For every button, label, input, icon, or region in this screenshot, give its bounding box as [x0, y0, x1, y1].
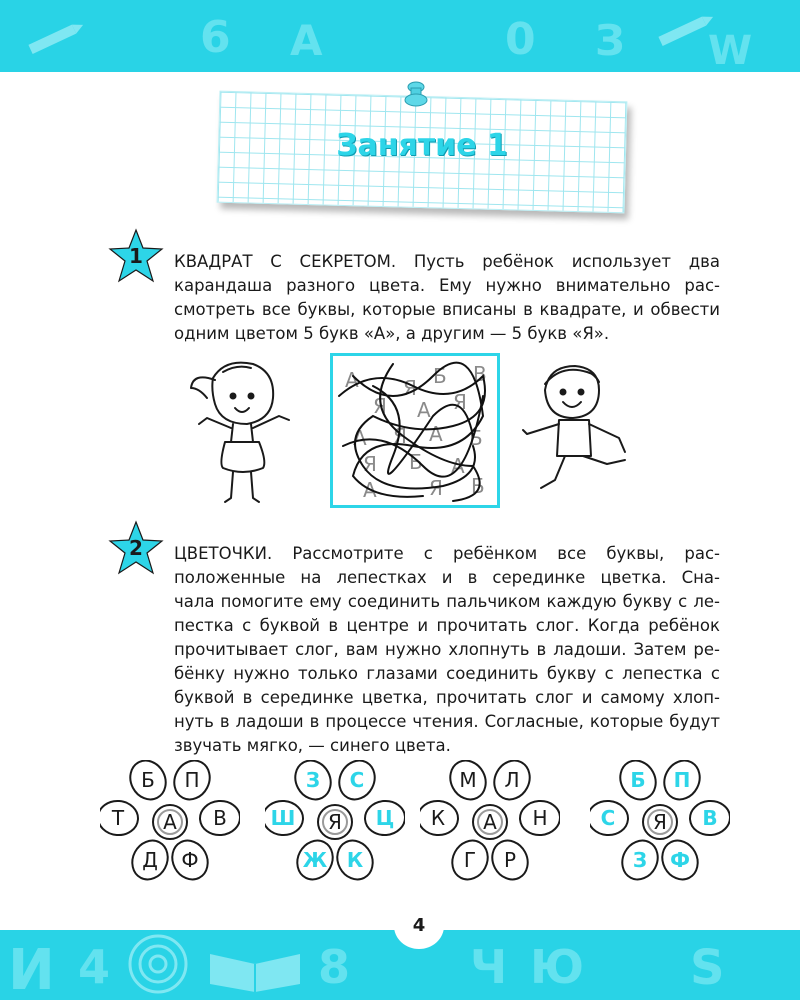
flower-petal: [124, 760, 173, 806]
petal-letter: С: [600, 806, 616, 830]
flower-petal: [291, 834, 340, 885]
top-decorative-band: [0, 0, 800, 72]
band-glyph: А: [290, 16, 323, 65]
flower-petal: [126, 834, 175, 885]
text-line: прочитывает слог, вам нужно хлопнуть в ладоши. Затем ре-: [174, 640, 720, 659]
flower: [265, 760, 405, 890]
text-line: бёнку нужно только глазами соединить букву с лепестка с: [174, 664, 720, 683]
text-line: чала помогите ему соединить пальчиком каждую букву с ле-: [174, 592, 720, 611]
band-glyph: 0: [505, 14, 536, 65]
petal-letter: Ц: [375, 806, 395, 830]
grid-letter: Б: [409, 450, 423, 474]
boy-illustration: [515, 360, 635, 505]
flower-petal: [519, 799, 560, 836]
grid-letter: А: [345, 368, 359, 392]
target-icon: [126, 932, 190, 996]
flower-petal: [590, 800, 629, 837]
band-glyph: S: [690, 940, 725, 996]
petal-letter: Р: [503, 848, 517, 872]
grid-letter: Б: [433, 364, 447, 388]
text-line: пестка с буквой в центре и прочитать слог. Когда ребёнок: [174, 616, 720, 635]
petal-letter: Ж: [302, 848, 328, 872]
center-letter: Я: [653, 810, 667, 834]
text-line: звучать мягко, — синего цвета.: [174, 736, 451, 755]
flower-petal: [289, 760, 338, 806]
exercise-1-text: [174, 250, 720, 346]
scribble-lines: [333, 356, 497, 505]
grid-letter: Я: [403, 376, 417, 400]
center-letter: А: [483, 810, 497, 834]
petal-letter: П: [184, 768, 200, 792]
flower-petal: [420, 800, 459, 837]
text-line: положенные на лепестках и в серединке цветка. Сна-: [174, 568, 720, 587]
band-glyph: И: [8, 938, 55, 1000]
text-line: нуть в ладоши в процессе чтения. Согласные, которые будут: [174, 712, 720, 731]
petal-letter: З: [632, 848, 648, 872]
flower-petal: [658, 760, 707, 806]
flower-petal: [199, 799, 240, 836]
exercise-1-number: 1: [129, 244, 143, 268]
petal-letter: В: [213, 806, 227, 830]
petal-letter: Ш: [270, 806, 296, 830]
flower-petal: [656, 834, 705, 885]
flower-petal: [265, 800, 304, 837]
flower-petal: [364, 799, 405, 836]
petal-letter: Ф: [181, 848, 199, 872]
petal-letter: Л: [504, 768, 520, 792]
petal-letter: В: [702, 806, 718, 830]
petal-letter: Н: [532, 806, 548, 830]
band-glyph: З: [595, 16, 625, 65]
grid-letter: Я: [429, 476, 443, 500]
grid-letter: Я: [373, 394, 387, 418]
flower-petal: [168, 760, 217, 806]
flower-petal: [614, 760, 663, 806]
text-line: ЦВЕТОЧКИ. Рассмотрите с ребёнком все буквы, рас-: [174, 544, 720, 563]
grid-letter: А: [417, 398, 431, 422]
grid-letter: Я: [393, 424, 407, 448]
book-icon: [200, 934, 310, 994]
grid-letter: А: [363, 478, 377, 502]
exercise-2-number: 2: [129, 536, 143, 560]
text-line: одним цветом 5 букв «А», а другим — 5 букв «Я».: [174, 324, 610, 343]
flower-petal: [689, 799, 730, 836]
petal-letter: К: [346, 848, 364, 872]
grid-letter: В: [473, 362, 487, 386]
page-title: Занятие 1: [336, 128, 508, 163]
grid-letter: Б: [469, 426, 483, 450]
flowers-row: [100, 760, 740, 890]
text-line: смотреть все буквы, которые вписаны в квадрате, и обвести: [174, 300, 720, 319]
text-line: карандаша разного цвета. Ему нужно внимательно рас-: [174, 276, 720, 295]
band-glyph: Ч: [470, 940, 508, 994]
petal-letter: З: [305, 768, 321, 792]
band-glyph: Ю: [530, 940, 584, 994]
petal-letter: Б: [141, 768, 155, 792]
band-glyph: W: [708, 28, 753, 72]
flower-petal: [100, 800, 139, 837]
center-letter: Я: [328, 810, 342, 834]
grid-letter: Б: [471, 474, 485, 498]
flower-petal: [616, 834, 665, 885]
flower-petal: [488, 760, 537, 806]
band-glyph: 6: [200, 12, 231, 63]
band-glyph: 4: [78, 940, 111, 994]
petal-letter: П: [673, 768, 691, 792]
flower-petal: [333, 760, 382, 806]
grid-letter: А: [451, 454, 465, 478]
petal-letter: К: [430, 806, 446, 830]
pencil-icon: [20, 18, 90, 58]
grid-letter: Я: [453, 390, 467, 414]
exercise-2-text: [174, 542, 720, 758]
petal-letter: С: [349, 768, 365, 792]
petal-letter: Г: [463, 848, 477, 872]
text-line: КВАДРАТ С СЕКРЕТОМ. Пусть ребёнок использует два: [174, 252, 720, 271]
petal-letter: Т: [111, 806, 125, 830]
text-line: буквой в серединке цветка, прочитать слог и самому хлоп-: [174, 688, 720, 707]
pencil-icon: [650, 10, 720, 50]
flower: [590, 760, 730, 890]
flower-petal: [444, 760, 493, 806]
letter-maze-box: [330, 353, 500, 508]
flower: [420, 760, 560, 890]
girl-illustration: [185, 358, 305, 508]
page-number: 4: [394, 903, 444, 949]
flower-petal: [331, 834, 380, 885]
flower-petal: [446, 834, 495, 885]
petal-letter: Ф: [670, 848, 690, 872]
petal-letter: М: [459, 768, 477, 792]
band-glyph: 8: [318, 940, 351, 994]
flower-petal: [486, 834, 535, 885]
grid-letter: А: [429, 422, 443, 446]
center-letter: А: [163, 810, 177, 834]
flower: [100, 760, 240, 890]
grid-letter: А: [353, 426, 367, 450]
pushpin-icon: [398, 78, 434, 114]
grid-letter: Я: [363, 452, 377, 476]
flower-petal: [166, 834, 215, 885]
petal-letter: Б: [630, 768, 646, 792]
petal-letter: Д: [142, 848, 158, 872]
